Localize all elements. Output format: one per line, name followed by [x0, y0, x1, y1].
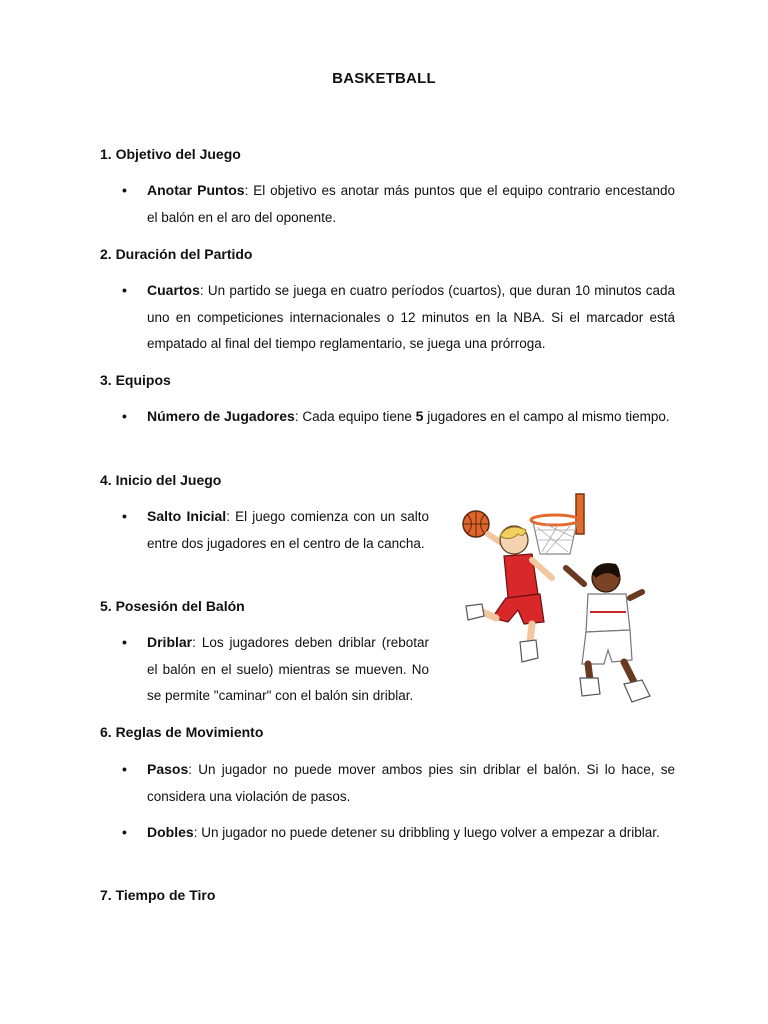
- section-heading-movimiento: 6. Reglas de Movimiento: [100, 724, 264, 740]
- bullet-term: Driblar: [147, 634, 193, 650]
- bullet-icon: •: [122, 761, 127, 777]
- bullet-term: Anotar Puntos: [147, 182, 245, 198]
- bullet-term: Cuartos: [147, 282, 200, 298]
- player-count: 5: [415, 408, 424, 424]
- bullet-dobles: [147, 819, 675, 847]
- bullet-icon: •: [122, 182, 127, 198]
- section-heading-objetivo: 1. Objetivo del Juego: [100, 146, 241, 162]
- section-heading-equipos: 3. Equipos: [100, 372, 171, 388]
- bullet-text: : El objetivo es anotar más puntos que el equipo contrario encestando el balón en el aro del oponente.: [147, 183, 675, 225]
- bullet-term: Dobles: [147, 824, 194, 840]
- bullet-text: jugadores en el campo al mismo tiempo.: [423, 409, 670, 424]
- bullet-icon: •: [122, 824, 127, 840]
- player-red-icon: [466, 526, 552, 662]
- basketball-players-illustration: [448, 482, 666, 704]
- bullet-text: : Los jugadores deben driblar (rebotar el balón en el suelo) mientras se mueven. No se permite "caminar" con el balón sin driblar.: [147, 635, 429, 703]
- bullet-anotar-puntos: [147, 177, 675, 231]
- basketball-icon: [463, 511, 489, 537]
- bullet-term: Número de Jugadores: [147, 408, 295, 424]
- player-white-icon: [566, 563, 650, 702]
- bullet-text: : Un partido se juega en cuatro períodos (cuartos), que duran 10 minutos cada uno en competiciones internacionales o 12 minutos en la NBA. Si el marcador está empatado al final del tiempo reglamentario, se juega una prórroga.: [147, 283, 675, 351]
- bullet-numero-jugadores: [147, 403, 675, 431]
- section-heading-posesion: 5. Posesión del Balón: [100, 598, 245, 614]
- section-heading-tiempo-tiro: 7. Tiempo de Tiro: [100, 887, 216, 903]
- bullet-term: Salto Inicial: [147, 508, 227, 524]
- document-title: BASKETBALL: [332, 70, 436, 87]
- bullet-cuartos: [147, 277, 675, 358]
- bullet-icon: •: [122, 408, 127, 424]
- bullet-icon: •: [122, 634, 127, 650]
- bullet-term: Pasos: [147, 761, 189, 777]
- bullet-pasos: [147, 756, 675, 810]
- bullet-salto-inicial: [147, 503, 429, 557]
- section-heading-inicio: 4. Inicio del Juego: [100, 472, 222, 488]
- bullet-text: : Un jugador no puede mover ambos pies sin driblar el balón. Si lo hace, se considera una violación de pasos.: [147, 762, 675, 804]
- bullet-text: : Un jugador no puede detener su dribbling y luego volver a empezar a driblar.: [193, 825, 660, 840]
- bullet-text: : Cada equipo tiene: [294, 409, 416, 424]
- bullet-text: : El juego comienza con un salto entre dos jugadores en el centro de la cancha.: [147, 509, 429, 551]
- basketball-hoop-icon: [531, 494, 584, 554]
- bullet-driblar: [147, 629, 429, 710]
- bullet-icon: •: [122, 508, 127, 524]
- bullet-icon: •: [122, 282, 127, 298]
- section-heading-duracion: 2. Duración del Partido: [100, 246, 253, 262]
